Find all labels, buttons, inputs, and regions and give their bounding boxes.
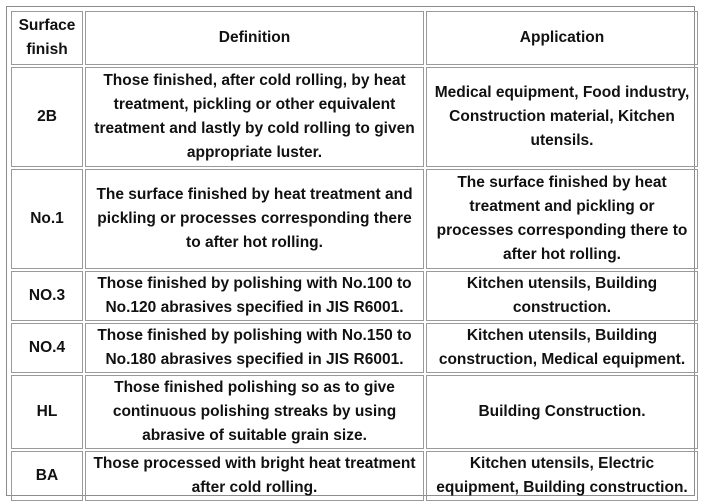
definition-cell: Those finished by polishing with No.150 to No.180 abrasives specified in JIS R6001. bbox=[85, 323, 424, 373]
definition-cell: Those finished polishing so as to give continuous polishing streaks by using abrasive of suitable grain size. bbox=[85, 375, 424, 449]
surface-finish-table bbox=[9, 9, 700, 503]
table-row bbox=[11, 169, 698, 269]
surface-finish-table-frame bbox=[6, 6, 695, 496]
application-cell: Kitchen utensils, Building construction. bbox=[426, 271, 698, 321]
finish-cell: NO.4 bbox=[11, 323, 83, 373]
table-row bbox=[11, 323, 698, 373]
header-definition: Definition bbox=[85, 11, 424, 65]
definition-cell: Those finished by polishing with No.100 to No.120 abrasives specified in JIS R6001. bbox=[85, 271, 424, 321]
header-row bbox=[11, 11, 698, 65]
header-application: Application bbox=[426, 11, 698, 65]
header-surface-finish: Surface finish bbox=[11, 11, 83, 65]
finish-cell: BA bbox=[11, 451, 83, 501]
table-row bbox=[11, 67, 698, 167]
table-row bbox=[11, 375, 698, 449]
application-cell: Medical equipment, Food industry, Construction material, Kitchen utensils. bbox=[426, 67, 698, 167]
application-cell: Building Construction. bbox=[426, 375, 698, 449]
definition-cell: Those processed with bright heat treatment after cold rolling. bbox=[85, 451, 424, 501]
finish-cell: No.1 bbox=[11, 169, 83, 269]
table-row bbox=[11, 271, 698, 321]
definition-cell: The surface finished by heat treatment and pickling or processes corresponding there to after hot rolling. bbox=[85, 169, 424, 269]
application-cell: Kitchen utensils, Building construction, Medical equipment. bbox=[426, 323, 698, 373]
application-cell: Kitchen utensils, Electric equipment, Building construction. bbox=[426, 451, 698, 501]
definition-cell: Those finished, after cold rolling, by heat treatment, pickling or other equivalent treatment and lastly by cold rolling to given appropriate luster. bbox=[85, 67, 424, 167]
table-row bbox=[11, 451, 698, 501]
finish-cell: NO.3 bbox=[11, 271, 83, 321]
application-cell: The surface finished by heat treatment and pickling or processes corresponding there to after hot rolling. bbox=[426, 169, 698, 269]
finish-cell: HL bbox=[11, 375, 83, 449]
finish-cell: 2B bbox=[11, 67, 83, 167]
